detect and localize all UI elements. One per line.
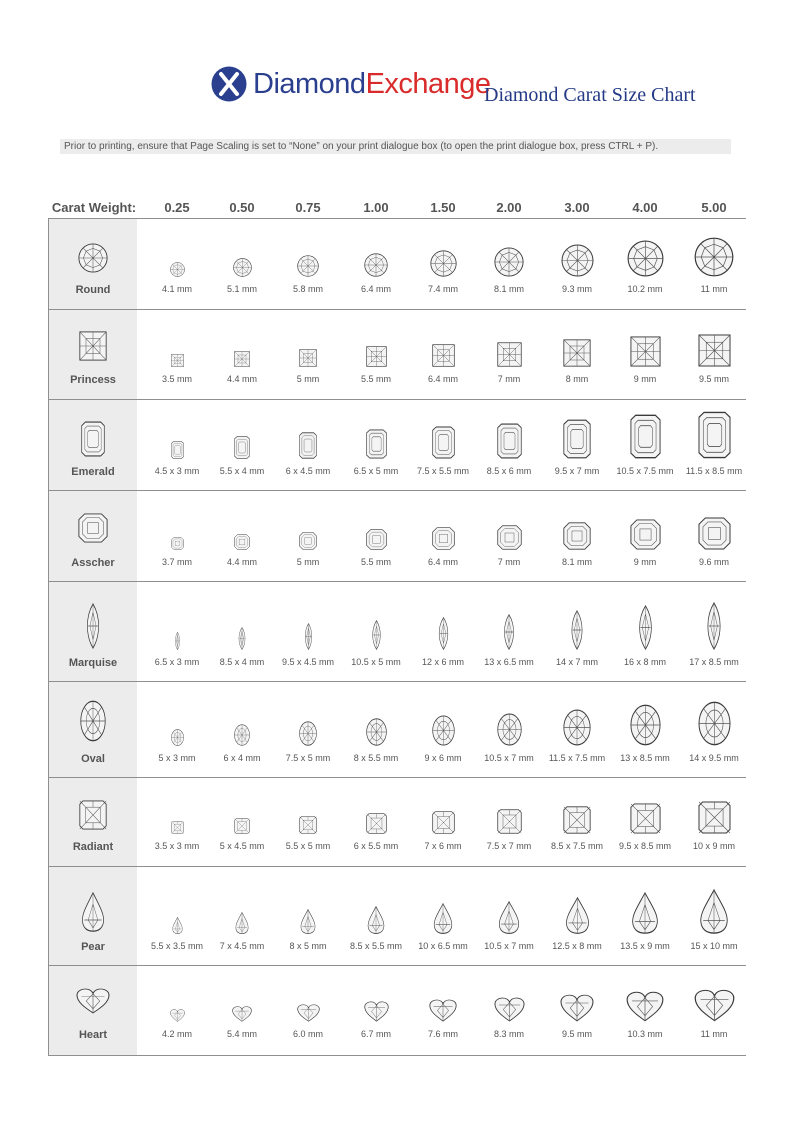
size-label: 13.5 x 9 mm [620,941,670,951]
size-label: 6.4 mm [360,284,391,294]
emerald-diamond-4-00ct-icon [630,414,661,459]
carat-header-4-00: 4.00 [632,200,658,215]
marquise-diamond-2-00ct-icon [500,614,518,650]
size-label: 8.5 x 4 mm [219,657,265,667]
carat-header-1-50: 1.50 [430,200,456,215]
heart-diamond-icon [76,988,110,1014]
size-label: 9.6 mm [698,557,729,567]
size-label: 17 x 8.5 mm [689,657,739,667]
princess-diamond-3-00ct-icon [563,339,591,367]
size-label: 8.5 x 6 mm [486,466,532,476]
shape-label-pear: Pear [81,941,105,953]
asscher-diamond-1-50ct-icon [432,527,455,550]
emerald-diamond-1-00ct-icon [366,429,387,459]
size-label: 8 mm [565,374,589,384]
size-label: 5.5 x 3.5 mm [150,941,204,951]
brand-logo [211,66,491,102]
carat-header-0-50: 0.50 [229,200,255,215]
size-label: 10.5 x 7 mm [484,941,534,951]
chart-title: Diamond Carat Size Chart [484,84,696,106]
princess-diamond-5-00ct-icon [698,334,731,367]
carat-header-1-00: 1.00 [363,200,389,215]
size-label: 7 mm [497,374,521,384]
size-label: 14 x 9.5 mm [689,753,739,763]
size-label: 11 mm [700,1029,728,1039]
size-label: 3.7 mm [161,557,192,567]
marquise-diamond-icon [82,603,104,649]
size-label: 7.5 x 5 mm [285,753,331,763]
round-diamond-2-00ct-icon [494,247,524,277]
brand-name: DiamondExchange [253,67,491,100]
size-label: 7 x 6 mm [424,841,462,851]
radiant-diamond-0-25ct-icon [171,821,184,834]
heart-diamond-1-50ct-icon [429,999,457,1022]
size-label: 14 x 7 mm [555,657,598,667]
pear-diamond-2-00ct-icon [498,901,520,934]
row-divider [48,309,746,310]
size-label: 5.1 mm [226,284,257,294]
oval-diamond-1-00ct-icon [366,718,387,746]
size-label: 6.5 x 3 mm [154,657,200,667]
size-label: 10.5 x 5 mm [351,657,401,667]
size-label: 9.5 x 8.5 mm [618,841,672,851]
asscher-diamond-icon [78,513,108,543]
size-label: 10 x 9 mm [692,841,735,851]
size-label: 7.6 mm [427,1029,458,1039]
radiant-diamond-1-50ct-icon [432,811,455,834]
asscher-diamond-2-00ct-icon [497,525,522,550]
marquise-diamond-1-00ct-icon [369,620,384,650]
size-label: 10 x 6.5 mm [418,941,468,951]
asscher-diamond-0-75ct-icon [299,532,317,550]
shape-label-radiant: Radiant [72,841,114,853]
print-notice: Prior to printing, ensure that Page Scaling is set to “None” on your print dialogue box (to open the print dialogue box, press CTRL + P). [60,139,731,154]
size-label: 7 x 4.5 mm [219,941,265,951]
size-label: 5.5 x 5 mm [285,841,331,851]
size-label: 12 x 6 mm [421,657,464,667]
size-label: 3.5 mm [161,374,192,384]
size-label: 9 mm [633,374,657,384]
size-label: 8.5 x 7.5 mm [550,841,604,851]
asscher-diamond-4-00ct-icon [630,519,661,550]
size-label: 4.1 mm [161,284,192,294]
asscher-diamond-5-00ct-icon [698,517,731,550]
emerald-diamond-0-25ct-icon [171,441,184,459]
size-label: 10.3 mm [627,1029,663,1039]
shape-label-heart: Heart [78,1029,108,1041]
heart-diamond-5-00ct-icon [694,989,735,1022]
heart-diamond-0-75ct-icon [297,1004,320,1022]
princess-diamond-icon [79,331,107,361]
shape-label-princess: Princess [70,374,116,386]
oval-diamond-3-00ct-icon [563,709,591,746]
size-label: 8 x 5.5 mm [353,753,399,763]
size-label: 11 mm [700,284,728,294]
pear-diamond-1-00ct-icon [367,906,385,934]
carat-header-5-00: 5.00 [701,200,727,215]
round-diamond-0-75ct-icon [297,255,319,277]
size-label: 10.2 mm [627,284,663,294]
princess-diamond-0-25ct-icon [171,354,184,367]
princess-diamond-1-50ct-icon [432,344,455,367]
size-label: 7.5 x 7 mm [486,841,532,851]
radiant-diamond-4-00ct-icon [630,803,661,834]
size-label: 13 x 8.5 mm [620,753,670,763]
heart-diamond-0-25ct-icon [170,1009,185,1022]
oval-diamond-0-25ct-icon [171,729,184,746]
pear-diamond-icon [81,892,105,932]
pear-diamond-4-00ct-icon [631,892,659,934]
emerald-diamond-5-00ct-icon [698,411,731,459]
pear-diamond-0-75ct-icon [300,909,316,934]
carat-header-0-75: 0.75 [295,200,321,215]
emerald-diamond-2-00ct-icon [497,423,522,459]
size-label: 13 x 6.5 mm [484,657,534,667]
carat-header-3-00: 3.00 [564,200,590,215]
oval-diamond-0-75ct-icon [299,721,317,746]
row-divider [48,490,746,491]
size-label: 8.1 mm [493,284,524,294]
marquise-diamond-1-50ct-icon [435,617,452,650]
emerald-diamond-icon [81,421,105,457]
heart-diamond-2-00ct-icon [494,997,525,1022]
logo-x-icon [211,66,247,102]
shape-label-marquise: Marquise [68,657,118,669]
shape-label-oval: Oval [81,753,105,765]
size-label: 9 mm [633,557,657,567]
radiant-diamond-1-00ct-icon [366,813,387,834]
shape-label-asscher: Asscher [71,557,115,569]
size-label: 6 x 4.5 mm [285,466,331,476]
size-label: 5.5 x 4 mm [219,466,265,476]
radiant-diamond-5-00ct-icon [698,801,731,834]
heart-diamond-1-00ct-icon [364,1001,389,1022]
round-diamond-4-00ct-icon [627,240,664,277]
round-diamond-icon [78,243,108,273]
oval-diamond-0-50ct-icon [234,724,250,746]
emerald-diamond-3-00ct-icon [563,419,591,459]
size-label: 8.1 mm [561,557,592,567]
size-label: 6.0 mm [292,1029,323,1039]
size-label: 5.5 mm [360,374,391,384]
size-label: 8.3 mm [493,1029,524,1039]
size-label: 7 mm [497,557,521,567]
oval-diamond-icon [80,700,106,742]
row-divider [48,681,746,682]
row-divider [48,581,746,582]
emerald-diamond-0-75ct-icon [299,432,317,459]
size-label: 6.5 x 5 mm [353,466,399,476]
round-diamond-5-00ct-icon [694,237,734,277]
size-label: 6.7 mm [360,1029,391,1039]
pear-diamond-3-00ct-icon [565,897,590,934]
shape-label-emerald: Emerald [71,466,115,478]
size-label: 8 x 5 mm [289,941,327,951]
row-divider [48,866,746,867]
shape-label-round: Round [75,284,111,296]
size-label: 5 mm [296,557,320,567]
size-label: 6.4 mm [427,557,458,567]
radiant-diamond-2-00ct-icon [497,809,522,834]
round-diamond-0-50ct-icon [233,258,252,277]
round-diamond-1-00ct-icon [364,253,388,277]
oval-diamond-1-50ct-icon [432,715,455,746]
size-label: 5 x 4.5 mm [219,841,265,851]
oval-diamond-5-00ct-icon [698,701,731,746]
marquise-diamond-3-00ct-icon [567,610,587,650]
size-label: 16 x 8 mm [623,657,666,667]
marquise-diamond-4-00ct-icon [634,605,657,650]
size-label: 10.5 x 7 mm [484,753,534,763]
size-label: 5.8 mm [292,284,323,294]
heart-diamond-3-00ct-icon [560,994,594,1022]
radiant-diamond-0-75ct-icon [299,816,317,834]
size-label: 12.5 x 8 mm [552,941,602,951]
marquise-diamond-0-50ct-icon [236,627,248,650]
size-label: 3.5 x 3 mm [154,841,200,851]
oval-diamond-2-00ct-icon [497,713,522,746]
oval-diamond-4-00ct-icon [630,704,661,746]
asscher-diamond-3-00ct-icon [563,522,591,550]
size-label: 5.5 mm [360,557,391,567]
size-label: 7.5 x 5.5 mm [416,466,470,476]
emerald-diamond-0-50ct-icon [234,436,250,459]
size-label: 15 x 10 mm [690,941,738,951]
size-label: 9.5 x 4.5 mm [281,657,335,667]
carat-header-0-25: 0.25 [164,200,190,215]
radiant-diamond-icon [79,800,107,830]
pear-diamond-0-25ct-icon [172,917,183,934]
row-divider [48,399,746,400]
carat-weight-label: Carat Weight: [51,200,137,215]
size-label: 9.3 mm [561,284,592,294]
row-divider [48,1055,746,1056]
asscher-diamond-1-00ct-icon [366,529,387,550]
row-divider [48,777,746,778]
table-header [48,200,746,219]
size-label: 8.5 x 5.5 mm [349,941,403,951]
carat-header-2-00: 2.00 [496,200,522,215]
pear-diamond-1-50ct-icon [433,903,453,934]
pear-diamond-5-00ct-icon [699,889,729,934]
size-label: 6 x 5.5 mm [353,841,399,851]
round-diamond-3-00ct-icon [561,244,594,277]
emerald-diamond-1-50ct-icon [432,426,455,459]
size-label: 7.4 mm [427,284,458,294]
size-label: 4.4 mm [226,374,257,384]
size-label: 5 x 3 mm [158,753,196,763]
radiant-diamond-0-50ct-icon [234,818,250,834]
size-label: 9.5 x 7 mm [554,466,600,476]
marquise-diamond-5-00ct-icon [702,602,726,650]
round-diamond-0-25ct-icon [170,262,185,277]
marquise-diamond-0-25ct-icon [173,632,182,650]
round-diamond-1-50ct-icon [430,250,457,277]
size-label: 9.5 mm [561,1029,592,1039]
heart-diamond-4-00ct-icon [626,991,664,1022]
princess-diamond-4-00ct-icon [630,336,661,367]
size-label: 6.4 mm [427,374,458,384]
size-label: 6 x 4 mm [223,753,261,763]
size-label: 11.5 x 7.5 mm [548,753,606,763]
asscher-diamond-0-25ct-icon [171,537,184,550]
table-top-rule [48,218,746,219]
radiant-diamond-3-00ct-icon [563,806,591,834]
asscher-diamond-0-50ct-icon [234,534,250,550]
size-label: 4.4 mm [226,557,257,567]
princess-diamond-1-00ct-icon [366,346,387,367]
princess-diamond-2-00ct-icon [497,342,522,367]
size-label: 9 x 6 mm [424,753,462,763]
pear-diamond-0-50ct-icon [235,912,249,934]
size-label: 5.4 mm [226,1029,257,1039]
size-label: 4.2 mm [161,1029,192,1039]
size-label: 5 mm [296,374,320,384]
row-divider [48,965,746,966]
princess-diamond-0-50ct-icon [234,351,250,367]
princess-diamond-0-75ct-icon [299,349,317,367]
size-label: 10.5 x 7.5 mm [616,466,674,476]
heart-diamond-0-50ct-icon [232,1006,252,1022]
marquise-diamond-0-75ct-icon [302,623,315,650]
size-label: 11.5 x 8.5 mm [685,466,743,476]
size-label: 9.5 mm [698,374,729,384]
size-label: 4.5 x 3 mm [154,466,200,476]
